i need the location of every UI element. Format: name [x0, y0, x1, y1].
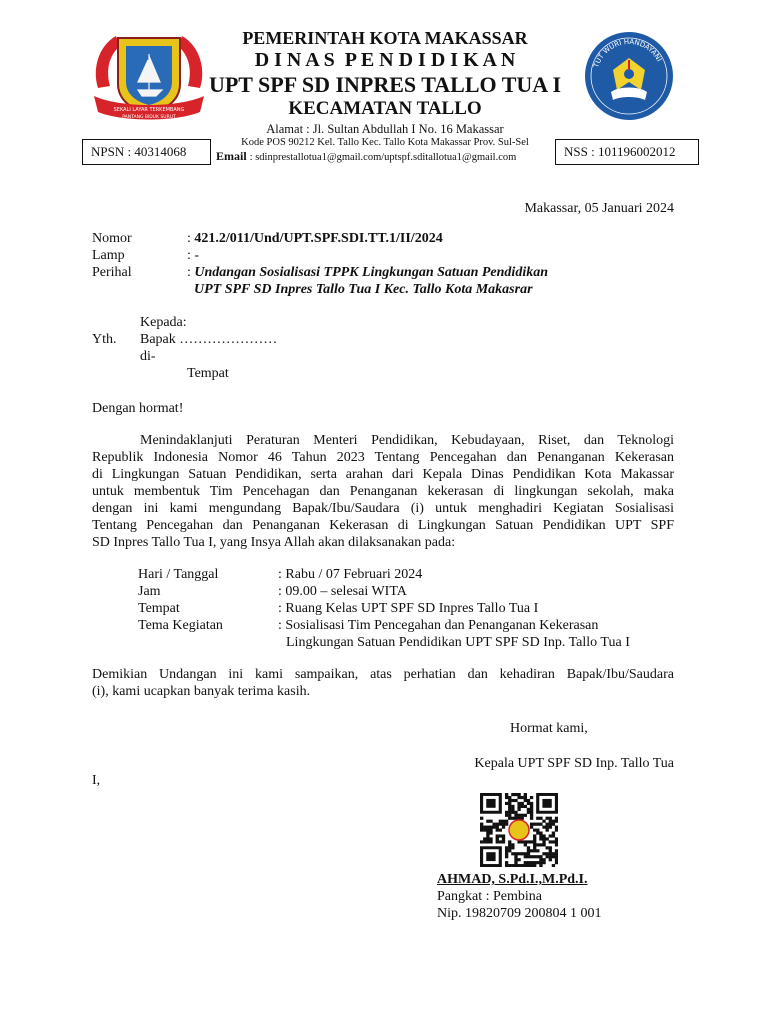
- perihal-line-1: Undangan Sosialisasi TPPK Lingkungan Satuan Pendidikan: [194, 265, 548, 280]
- body-line-2: Republik Indonesia Nomor 46 Tahun 2023 Tentang Pencegahan dan Penanganan Kekerasan: [92, 450, 674, 465]
- closing-line-2: (i), kami ucapkan banyak terima kasih.: [92, 684, 311, 699]
- closing-line-1: Demikian Undangan ini kami sampaikan, atas perhatian dan kehadiran Bapak/Ibu/Saudara: [92, 667, 674, 682]
- email-value: : sdinprestallotua1@gmail.com/uptspf.sditallotua1@gmail.com: [249, 152, 517, 163]
- header-line-4: KECAMATAN TALLO: [288, 98, 482, 119]
- detail-value-tempat: : Ruang Kelas UPT SPF SD Inpres Tallo Tua I: [278, 601, 539, 616]
- signer-name: AHMAD, S.Pd.I.,M.Pd.I.: [437, 872, 588, 887]
- kepala-title-cont: I,: [92, 773, 101, 788]
- nomor-value: : 421.2/011/Und/UPT.SPF.SDI.TT.1/II/2024: [187, 231, 443, 246]
- header-postal: Kode POS 90212 Kel. Tallo Kec. Tallo Kota Makassar Prov. Sul-Sel: [241, 137, 529, 148]
- body-line-4: untuk membentuk Tim Pencehagan dan Penanganan kekerasan di lingkungan sekolah, maka: [92, 484, 674, 499]
- svg-text:PANTANG BIDUK SURUT: PANTANG BIDUK SURUT: [122, 115, 176, 120]
- body-line-6: Tentang Pencegahan dan Penanganan Kekerasan di Lingkungan Satuan Pendidikan UPT SPF: [92, 518, 674, 533]
- kepala-title: Kepala UPT SPF SD Inp. Tallo Tua: [474, 756, 674, 771]
- detail-label-tema: Tema Kegiatan: [138, 618, 223, 633]
- hormat-kami: Hormat kami,: [510, 721, 588, 736]
- di-line: di-: [140, 349, 156, 364]
- kepada: Kepada:: [140, 315, 187, 330]
- header-line-2: D I N A S P E N D I D I K A N: [254, 49, 516, 71]
- nomor-number: 421.2/011/Und/UPT.SPF.SDI.TT.1/II/2024: [194, 231, 443, 246]
- nomor-label: Nomor: [92, 231, 132, 246]
- detail-value-hari: : Rabu / 07 Februari 2024: [278, 567, 423, 582]
- perihal-value: : Undangan Sosialisasi TPPK Lingkungan Satuan Pendidikan: [187, 265, 548, 280]
- place-date: Makassar, 05 Januari 2024: [524, 201, 674, 216]
- tut-wuri-handayani-logo: [583, 30, 675, 122]
- detail-label-jam: Jam: [138, 584, 161, 599]
- signature-qr-code: [480, 793, 558, 867]
- body-line-7: SD Inpres Tallo Tua I, yang Insya Allah akan dilaksanakan pada:: [92, 535, 456, 550]
- perihal-label: Perihal: [92, 265, 132, 280]
- email-label: Email: [216, 149, 247, 163]
- bapak-line: Bapak …………………: [140, 332, 278, 347]
- makassar-emblem-logo: [90, 26, 208, 126]
- detail-value-jam: : 09.00 – selesai WITA: [278, 584, 407, 599]
- detail-value-tema-2: Lingkungan Satuan Pendidikan UPT SPF SD Inp. Tallo Tua I: [286, 635, 630, 650]
- signer-nip: Nip. 19820709 200804 1 001: [437, 906, 602, 921]
- logo-ribbon-text: SEKALI LAYAR TERKEMBANG: [113, 107, 185, 113]
- nss-box: NSS : 101196002012: [555, 139, 699, 165]
- salutation: Dengan hormat!: [92, 401, 184, 416]
- header-email: [216, 149, 556, 165]
- header-line-1: PEMERINTAH KOTA MAKASSAR: [242, 28, 528, 48]
- body-line-1: Menindaklanjuti Peraturan Menteri Pendidikan, Kebudayaan, Riset, dan Teknologi: [140, 433, 674, 448]
- npsn-box: NPSN : 40314068: [82, 139, 211, 165]
- lamp-value: : -: [187, 248, 200, 263]
- body-line-3: di Lingkungan Satuan Pendidikan, serta arahan dari Kepala Dinas Pendidikan Kota Makassar: [92, 467, 674, 482]
- detail-label-tempat: Tempat: [138, 601, 180, 616]
- detail-label-hari: Hari / Tanggal: [138, 567, 219, 582]
- body-line-5: dengan ini kami mengundang Bapak/Ibu/Saudara (i) untuk menghadiri Kegiatan Sosialisasi: [92, 501, 674, 516]
- yth: Yth.: [92, 332, 117, 347]
- tempat-line: Tempat: [187, 366, 229, 381]
- svg-text:TUT WURI HANDAYANI: TUT WURI HANDAYANI: [592, 37, 664, 69]
- header-line-3: UPT SPF SD INPRES TALLO TUA I: [208, 72, 562, 97]
- lamp-label: Lamp: [92, 248, 125, 263]
- signer-pangkat: Pangkat : Pembina: [437, 889, 542, 904]
- header-address: Alamat : Jl. Sultan Abdullah I No. 16 Makassar: [266, 122, 504, 136]
- perihal-line-2: UPT SPF SD Inpres Tallo Tua I Kec. Tallo Kota Makasrar: [194, 282, 533, 297]
- detail-value-tema: : Sosialisasi Tim Pencegahan dan Penanganan Kekerasan: [278, 618, 599, 633]
